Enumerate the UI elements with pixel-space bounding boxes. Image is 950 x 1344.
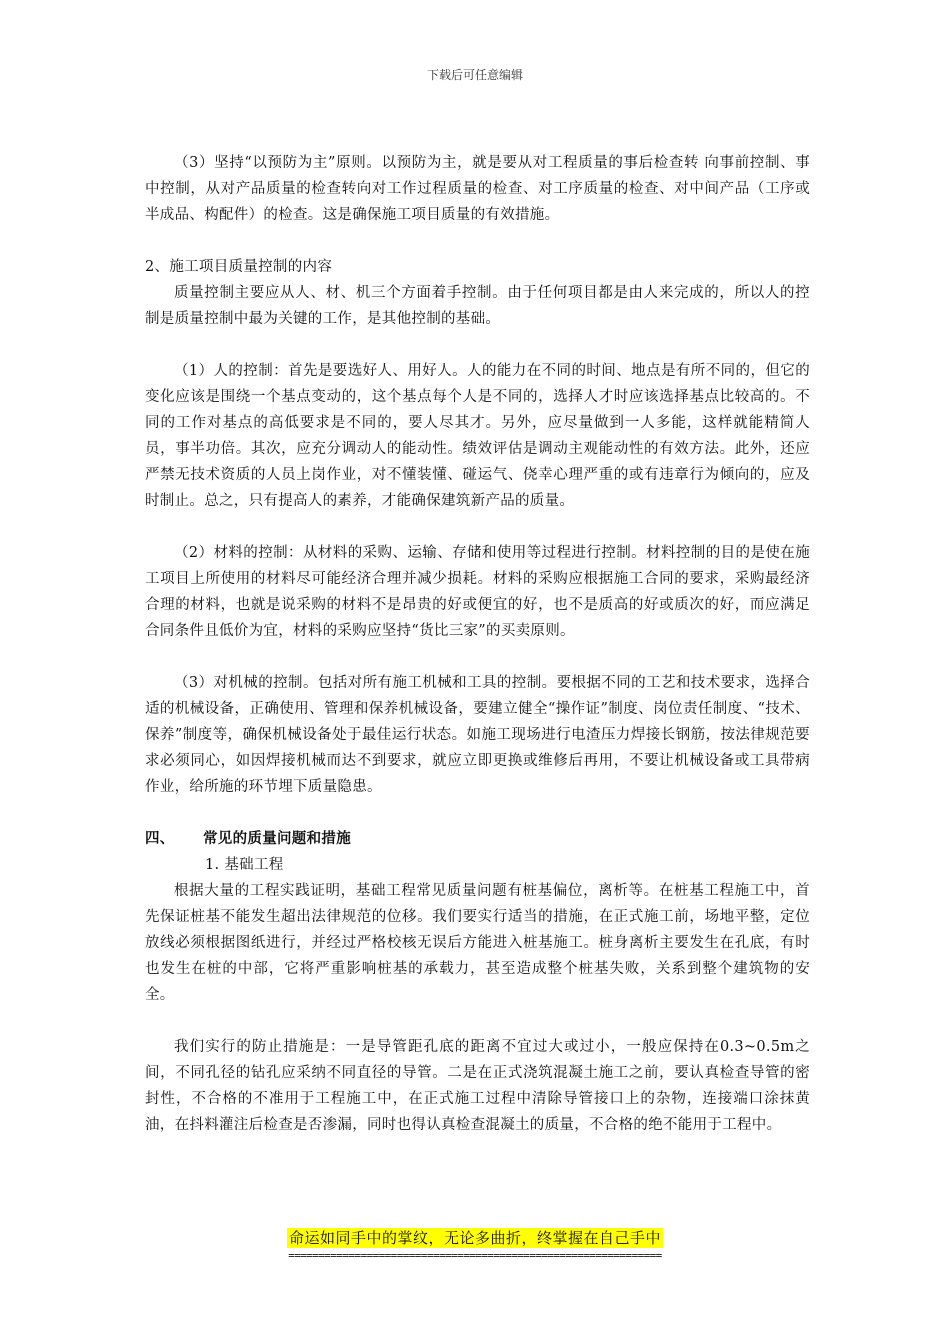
paragraph-foundation-problems: 根据大量的工程实践证明，基础工程常见质量问题有桩基偏位，离析等。在桩基工程施工中，首先保证桩基不能发生超出法律规范的位移。我们要实行适当的措施，在正式施工前，场地平整，定位放线必须根据图纸进行，并经过严格校核无误后方能进入桩基施工。桩身离析主要发生在孔底，有时也发生在桩的中部，它将严重影响桩基的承载力，甚至造成整个桩基失败，关系到整个建筑物的安全。 [145, 883, 810, 1003]
section-2-heading: 2、施工项目质量控制的内容 [145, 259, 333, 275]
subsection-foundation-heading: 1. 基础工程 [205, 857, 284, 873]
spacer [145, 644, 810, 670]
section-4-number: 四、 [145, 830, 175, 847]
paragraph-prevention-principle: （3）坚持“以预防为主”原则。以预防为主，就是要从对工程质量的事后检查转 向事前控制、事中控制，从对产品质量的检查转向对工作过程质量的检查、对工序质量的检查、对中间产品（工序或半成品、构配件）的检查。这是确保施工项目质量的有效措施。 [145, 155, 810, 223]
spacer [145, 800, 810, 826]
section-4-title: 常见的质量问题和措施 [203, 830, 351, 847]
spacer [145, 228, 810, 254]
paragraph-material-control: （2）材料的控制：从材料的采购、运输、存储和使用等过程进行控制。材料控制的目的是使在施工项目上所使用的材料尽可能经济合理并减少损耗。材料的采购应根据施工合同的要求，采购最经济合理的材料，也就是说采购的材料不是昂贵的好或便宜的好，也不是质高的好或质次的好，而应满足合同条件且低价为宜，材料的采购应坚持“货比三家”的买卖原则。 [145, 545, 810, 639]
paragraph-people-control: （1）人的控制：首先是要选好人、用好人。人的能力在不同的时间、地点是有所不同的，但它的变化应该是围绕一个基点变动的，这个基点每个人是不同的，选择人才时应该选择基点比较高的。不同的工作对基点的高低要求是不同的，要人尽其才。另外，应尽量做到一人多能，这样就能精简人员，事半功倍。其次，应充分调动人的能动性。绩效评估是调动主观能动性的有效方法。此外，还应严禁无技术资质的人员上岗作业，对不懂装懂、碰运气、侥幸心理严重的或有违章行为倾向的，应及时制止。总之，只有提高人的素养，才能确保建筑新产品的质量。 [145, 363, 810, 509]
spacer [145, 1008, 810, 1034]
paragraph-quality-control-intro: 质量控制主要应从人、材、机三个方面着手控制。由于任何项目都是由人来完成的，所以人的控制是质量控制中最为关键的工作，是其他控制的基础。 [145, 285, 810, 327]
page-footer [0, 1228, 950, 1262]
paragraph-prevention-measures: 我们实行的防止措施是：一是导管距孔底的距离不宜过大或过小，一般应保持在0.3~0.5m之间，不同孔径的钻孔应采纳不同直径的导管。二是在正式浇筑混凝土施工之前，要认真检查导管的密封性，不合格的不准用于工程施工中，在正式施工过程中清除导管接口上的杂物，连接端口涂抹黄油，在抖料灌注后检查是否渗漏，同时也得认真检查混凝土的质量，不合格的绝不能用于工程中。 [145, 1039, 810, 1133]
spacer [145, 332, 810, 358]
paragraph-machine-control: （3）对机械的控制。包括对所有施工机械和工具的控制。要根据不同的工艺和技术要求，选择合适的机械设备，正确使用、管理和保养机械设备，要建立健全“操作证”制度、岗位责任制度、“技术、保养”制度等，确保机械设备处于最佳运行状态。如施工现场进行电渣压力焊接长钢筋，按法律规范要求必须同心，如因焊接机械而达不到要求，就应立即更换或维修后再用，不要让机械设备或工具带病作业，给所施的环节埋下质量隐患。 [145, 675, 810, 795]
footer-motto: 命运如同手中的掌纹，无论多曲折，终掌握在自己手中 [288, 1229, 661, 1247]
document-body [145, 150, 810, 1138]
spacer [145, 514, 810, 540]
footer-rule: ============================================================== [288, 1249, 662, 1262]
section-4-heading [145, 826, 810, 852]
page-header: 下载后可任意编辑 [426, 68, 523, 82]
